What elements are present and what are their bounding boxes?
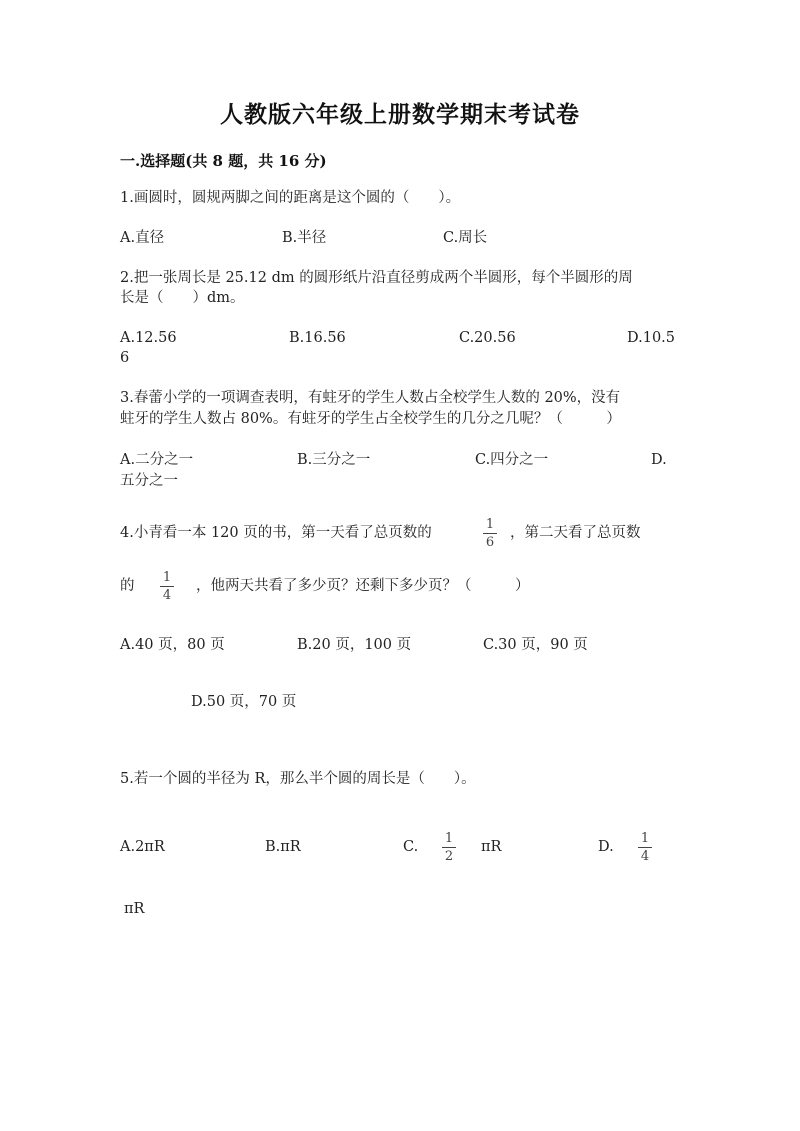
fraction-denominator: 4 bbox=[640, 849, 650, 864]
q2-option-a[interactable]: A.12.56 bbox=[120, 330, 177, 346]
question-2-stem-line-1: 2.把一张周长是 25.12 dm 的圆形纸片沿直径剪成两个半圆形，每个半圆形的周 bbox=[120, 270, 633, 286]
fraction-one-quarter bbox=[159, 570, 175, 603]
section-heading: 一.选择题(共 8 题，共 16 分) bbox=[120, 152, 327, 170]
question-4-stem-part-3: 的 bbox=[120, 578, 135, 594]
fraction-denominator: 6 bbox=[485, 535, 495, 550]
q5-option-d-wrap: πR bbox=[124, 901, 145, 917]
q3-option-c[interactable]: C.四分之一 bbox=[475, 452, 549, 468]
fraction-numerator: 1 bbox=[640, 831, 650, 846]
fraction-bar bbox=[160, 586, 174, 587]
fraction-numerator: 1 bbox=[444, 831, 454, 846]
q5-option-c[interactable]: C. bbox=[403, 839, 419, 855]
q4-option-b[interactable]: B.20 页，100 页 bbox=[297, 637, 412, 653]
fraction-bar bbox=[483, 533, 497, 534]
question-3-stem-line-1: 3.春蕾小学的一项调查表明，有蛀牙的学生人数占全校学生人数的 20%，没有 bbox=[120, 390, 621, 406]
q3-option-b[interactable]: B.三分之一 bbox=[297, 452, 371, 468]
q5-option-b[interactable]: B.πR bbox=[265, 839, 301, 855]
q3-option-d[interactable]: D. bbox=[651, 452, 667, 468]
q3-option-d-wrap: 五分之一 bbox=[120, 473, 178, 489]
fraction-bar bbox=[442, 847, 456, 848]
question-1-stem: 1.画圆时，圆规两脚之间的距离是这个圆的（ ）。 bbox=[120, 190, 461, 206]
q1-option-a[interactable]: A.直径 bbox=[120, 230, 165, 246]
fraction-numerator: 1 bbox=[485, 517, 495, 532]
q5-option-c-pi-r: πR bbox=[481, 839, 502, 855]
q2-option-d[interactable]: D.10.5 bbox=[627, 330, 676, 346]
fraction-numerator: 1 bbox=[162, 570, 172, 585]
q2-option-d-wrap: 6 bbox=[120, 350, 130, 366]
page-title: 人教版六年级上册数学期末考试卷 bbox=[220, 101, 580, 128]
q1-option-c[interactable]: C.周长 bbox=[443, 230, 488, 246]
q3-option-a[interactable]: A.二分之一 bbox=[120, 452, 194, 468]
fraction-one-quarter-option-d bbox=[637, 831, 653, 864]
q1-option-b[interactable]: B.半径 bbox=[282, 230, 327, 246]
question-4-stem-part-2: ，第二天看了总页数 bbox=[510, 525, 641, 541]
question-2-stem-line-2: 长是（ ）dm。 bbox=[120, 290, 245, 306]
q2-option-b[interactable]: B.16.56 bbox=[289, 330, 346, 346]
fraction-one-sixth bbox=[482, 517, 498, 550]
q5-option-d[interactable]: D. bbox=[598, 839, 614, 855]
fraction-denominator: 2 bbox=[444, 849, 454, 864]
q4-option-d[interactable]: D.50 页，70 页 bbox=[191, 694, 297, 710]
fraction-denominator: 4 bbox=[162, 588, 172, 603]
q4-option-c[interactable]: C.30 页，90 页 bbox=[483, 637, 588, 653]
question-4-stem-part-4: ，他两天共看了多少页？还剩下多少页？（ ） bbox=[196, 578, 530, 594]
fraction-one-half bbox=[441, 831, 457, 864]
q2-option-c[interactable]: C.20.56 bbox=[459, 330, 516, 346]
q4-option-a[interactable]: A.40 页，80 页 bbox=[120, 637, 225, 653]
question-5-stem: 5.若一个圆的半径为 R，那么半个圆的周长是（ ）。 bbox=[120, 771, 476, 787]
fraction-bar bbox=[638, 847, 652, 848]
question-3-stem-line-2: 蛀牙的学生人数占 80%。有蛀牙的学生占全校学生的几分之几呢？（ ） bbox=[120, 411, 621, 427]
question-4-stem-part-1: 4.小青看一本 120 页的书，第一天看了总页数的 bbox=[120, 525, 432, 541]
q5-option-a[interactable]: A.2πR bbox=[120, 839, 165, 855]
